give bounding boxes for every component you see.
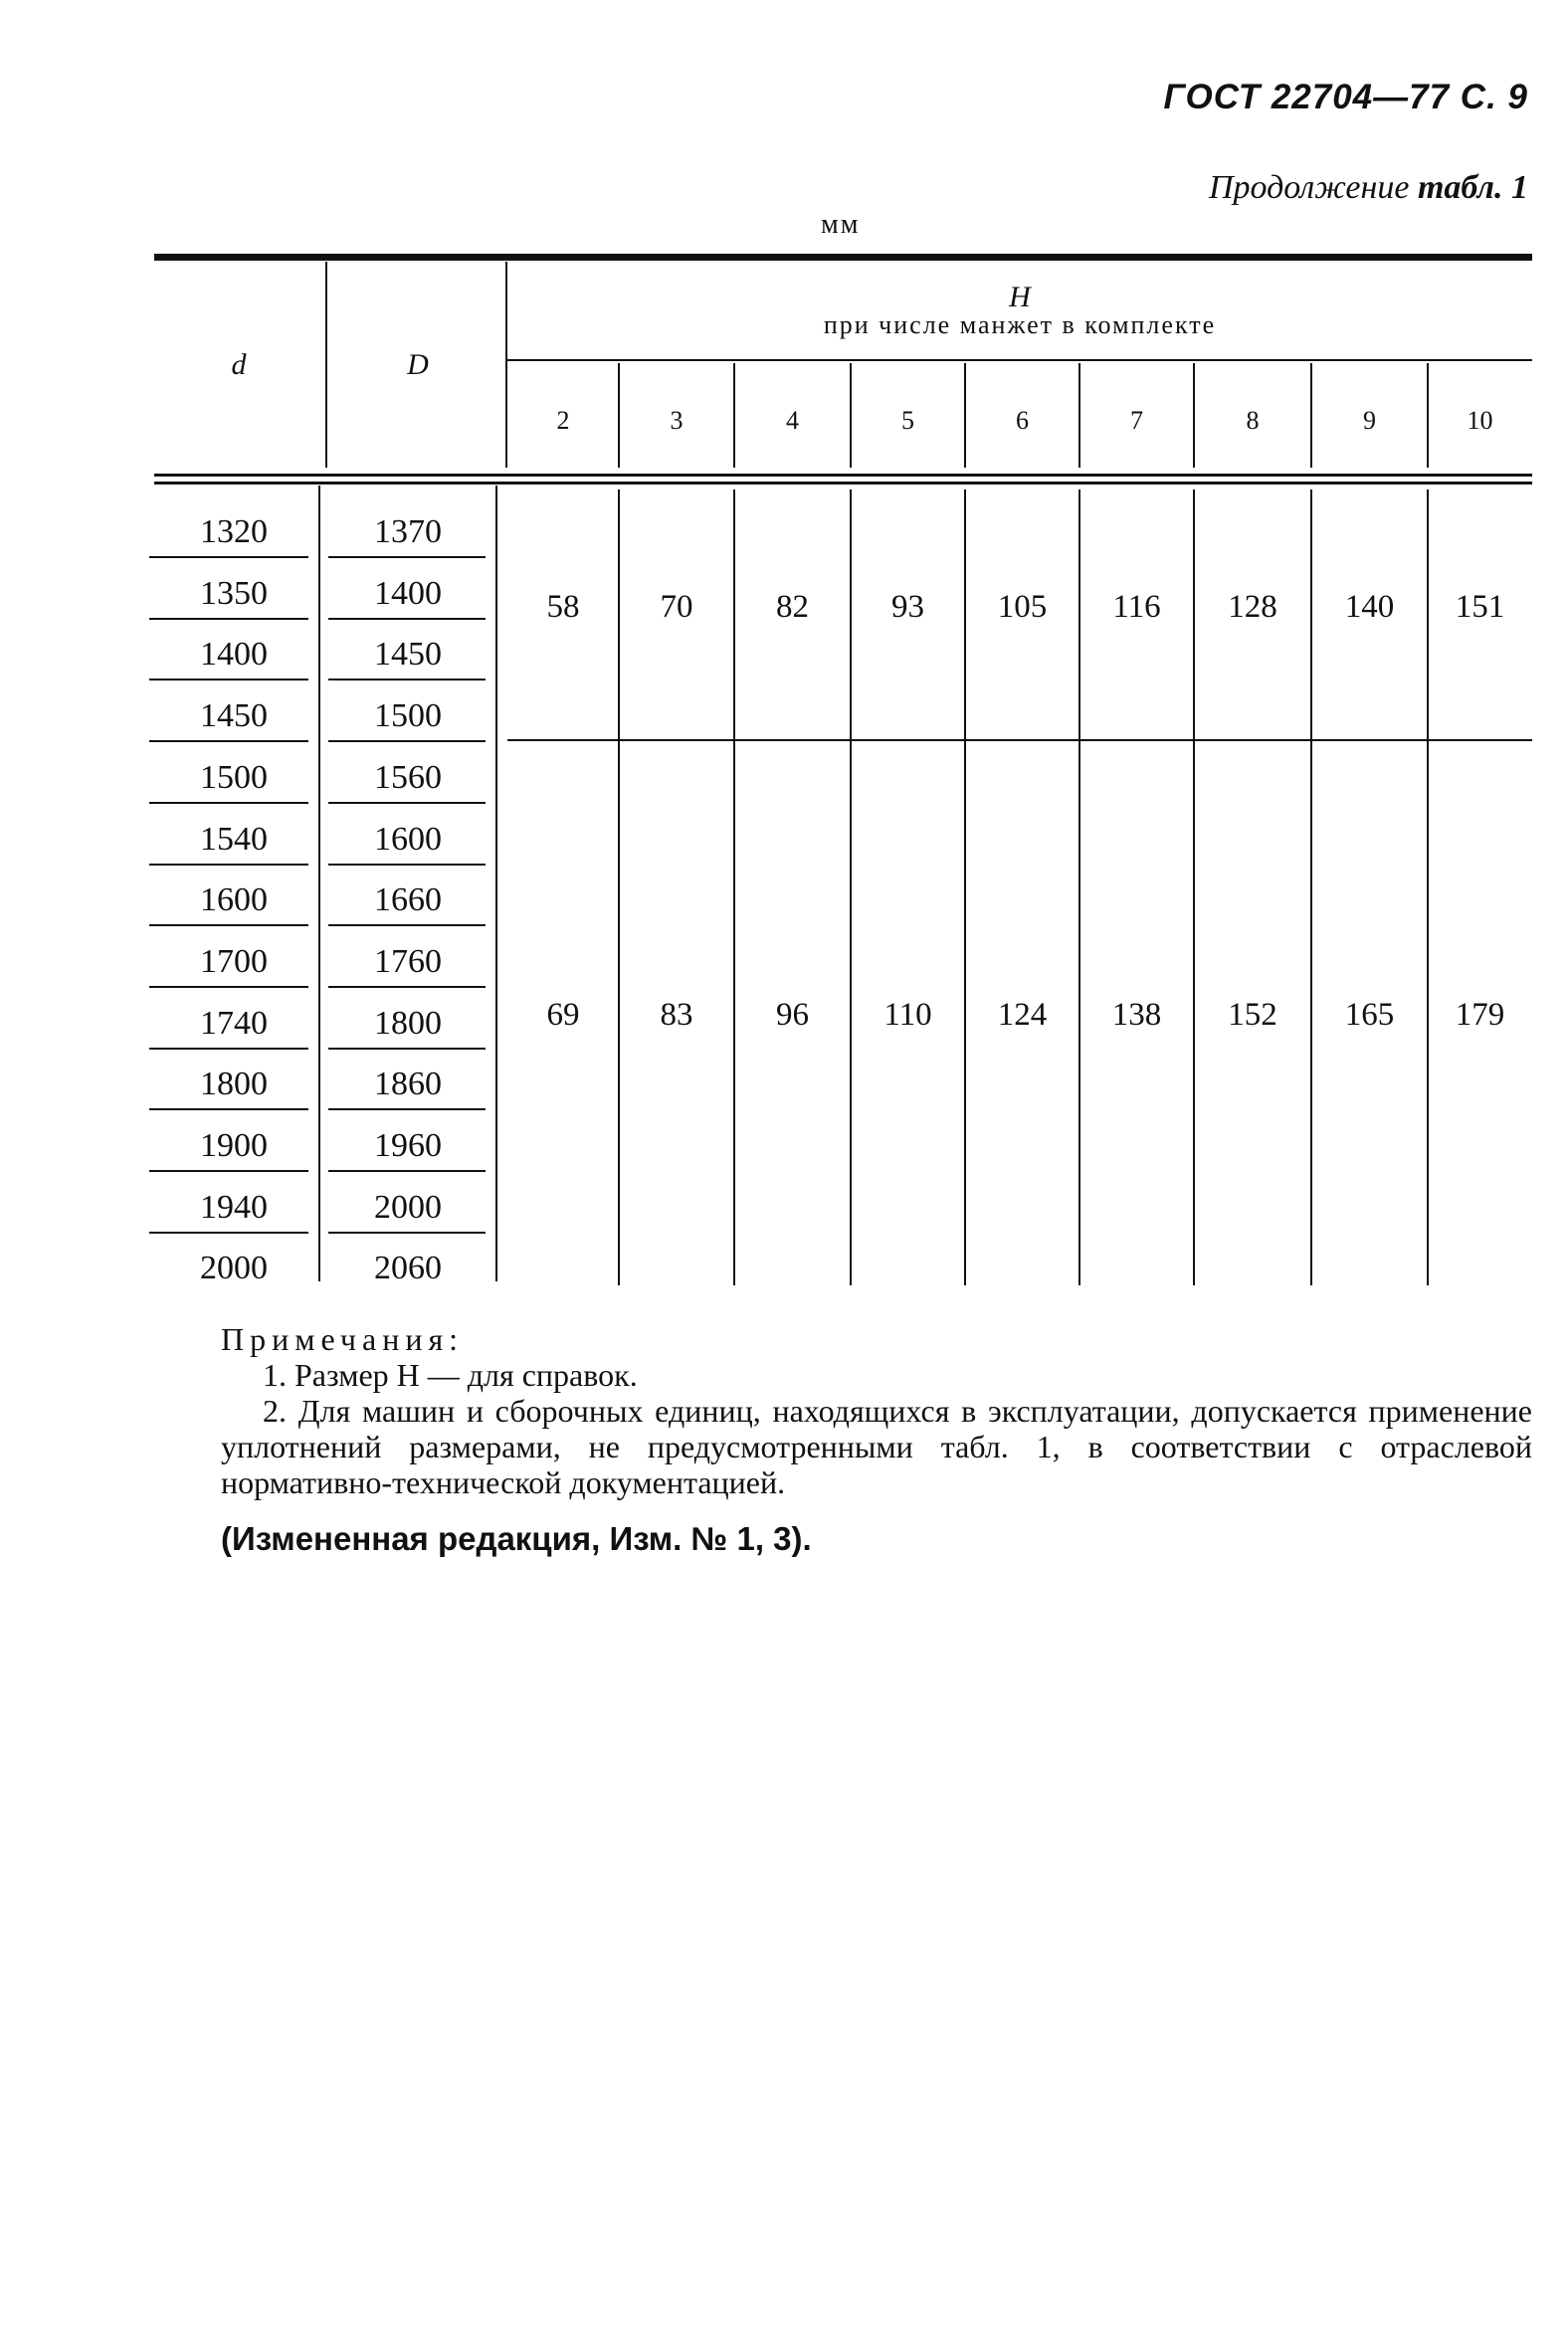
h-value: 151 <box>1455 589 1505 625</box>
header-bottom-rule <box>154 474 1532 477</box>
continuation-prefix: Продолжение <box>1208 169 1410 206</box>
cuff-count-header: 10 <box>1467 406 1493 435</box>
h-value: 128 <box>1228 589 1277 625</box>
row-underline <box>328 556 486 558</box>
d-value: 1900 <box>200 1127 268 1164</box>
column-rule <box>850 489 852 1285</box>
column-rule <box>733 489 735 1285</box>
row-underline <box>328 1048 486 1050</box>
column-rule <box>505 262 507 468</box>
row-underline <box>149 556 308 558</box>
d-value: 1500 <box>200 758 268 796</box>
column-rule <box>618 363 620 468</box>
d-value: 1940 <box>200 1188 268 1226</box>
h-value: 152 <box>1228 997 1277 1033</box>
D-value: 1660 <box>374 881 442 919</box>
h-value: 116 <box>1112 589 1161 625</box>
column-rule <box>1078 363 1080 468</box>
column-rule <box>964 489 966 1285</box>
column-header-H: H <box>1009 281 1031 313</box>
column-rule <box>618 489 620 1285</box>
column-header-d: d <box>231 348 247 381</box>
cuff-count-header: 7 <box>1130 406 1143 435</box>
D-value: 1600 <box>374 820 442 858</box>
h-value: 140 <box>1344 589 1395 625</box>
note-2: 2. Для машин и сборочных единиц, находящихся в эксплуатации, допускается применение уплотнений размерами, не предусмотренными табл. 1, в соответствии с отраслевой нормативно-технической документацией. <box>221 1393 1532 1500</box>
h-value: 110 <box>883 997 932 1033</box>
D-value: 2000 <box>374 1188 442 1226</box>
row-underline <box>149 1048 308 1050</box>
amendment-note: (Измененная редакция, Изм. № 1, 3). <box>221 1520 812 1557</box>
row-underline <box>328 802 486 804</box>
row-underline <box>328 1108 486 1110</box>
d-value: 1740 <box>200 1004 268 1042</box>
row-underline <box>149 740 308 742</box>
column-rule <box>1193 363 1195 468</box>
row-underline <box>149 679 308 680</box>
column-rule <box>1310 363 1312 468</box>
column-rule <box>325 262 327 468</box>
cuff-count-header: 8 <box>1246 406 1260 435</box>
column-header-D: D <box>407 348 429 381</box>
d-value: 1540 <box>200 820 268 858</box>
note-1: 1. Размер H — для справок. <box>263 1357 638 1393</box>
row-underline <box>328 740 486 742</box>
column-rule <box>964 363 966 468</box>
notes-label: Примечания: <box>221 1321 465 1357</box>
h-value: 70 <box>660 589 693 625</box>
h-value: 165 <box>1344 997 1395 1033</box>
h-value: 96 <box>776 997 809 1033</box>
cuff-count-header: 5 <box>901 406 914 435</box>
h-value: 69 <box>546 997 580 1033</box>
cuff-count-header: 2 <box>556 406 570 435</box>
d-value: 1600 <box>200 881 268 919</box>
row-underline <box>328 1232 486 1234</box>
column-rule <box>733 363 735 468</box>
column-rule <box>850 363 852 468</box>
d-value: 1320 <box>200 513 268 550</box>
D-value: 1860 <box>374 1066 442 1103</box>
row-underline <box>149 986 308 988</box>
D-value: 1450 <box>374 636 442 674</box>
continuation-table-ref: табл. 1 <box>1417 169 1528 206</box>
h-value: 82 <box>776 589 809 625</box>
D-value: 1800 <box>374 1004 442 1042</box>
D-value: 1960 <box>374 1127 442 1164</box>
table-top-rule <box>154 254 1532 261</box>
d-value: 1400 <box>200 636 268 674</box>
h-value: 179 <box>1455 997 1505 1033</box>
page-header: ГОСТ 22704—77 С. 9 <box>1163 78 1528 116</box>
row-underline <box>328 679 486 680</box>
row-underline <box>328 618 486 620</box>
table-continuation-caption <box>1209 169 1528 207</box>
column-rule <box>1193 489 1195 1285</box>
cuff-count-header: 9 <box>1363 406 1376 435</box>
cuff-count-header: 4 <box>786 406 799 435</box>
row-underline <box>149 924 308 926</box>
row-underline <box>328 924 486 926</box>
column-rule <box>318 486 320 1281</box>
cuff-count-header: 3 <box>670 406 684 435</box>
row-underline <box>149 802 308 804</box>
h-value: 93 <box>891 589 924 625</box>
row-underline <box>149 1108 308 1110</box>
notes-block <box>221 1321 1532 1500</box>
row-underline <box>149 1170 308 1172</box>
row-underline <box>149 618 308 620</box>
row-underline <box>149 864 308 866</box>
column-rule <box>1078 489 1080 1285</box>
row-underline <box>328 864 486 866</box>
D-value: 1560 <box>374 758 442 796</box>
d-value: 2000 <box>200 1250 268 1287</box>
h-value: 58 <box>546 589 580 625</box>
header-divider <box>507 359 1532 361</box>
row-underline <box>328 1170 486 1172</box>
row-underline <box>149 1232 308 1234</box>
group-divider <box>507 739 1532 741</box>
D-value: 1500 <box>374 697 442 735</box>
h-value: 124 <box>997 997 1048 1033</box>
D-value: 1400 <box>374 574 442 612</box>
column-rule <box>1310 489 1312 1285</box>
h-value: 138 <box>1111 997 1162 1033</box>
h-value: 105 <box>997 589 1048 625</box>
D-value: 1370 <box>374 513 442 550</box>
d-value: 1450 <box>200 697 268 735</box>
cuff-count-header: 6 <box>1016 406 1029 435</box>
column-rule <box>495 486 497 1281</box>
h-value: 83 <box>660 997 693 1033</box>
d-value: 1700 <box>200 942 268 980</box>
header-bottom-rule <box>154 482 1532 485</box>
d-value: 1800 <box>200 1066 268 1103</box>
d-value: 1350 <box>200 574 268 612</box>
column-header-H-caption: при числе манжет в комплекте <box>823 310 1217 339</box>
units-label: мм <box>821 209 861 240</box>
D-value: 2060 <box>374 1250 442 1287</box>
D-value: 1760 <box>374 942 442 980</box>
row-underline <box>328 986 486 988</box>
